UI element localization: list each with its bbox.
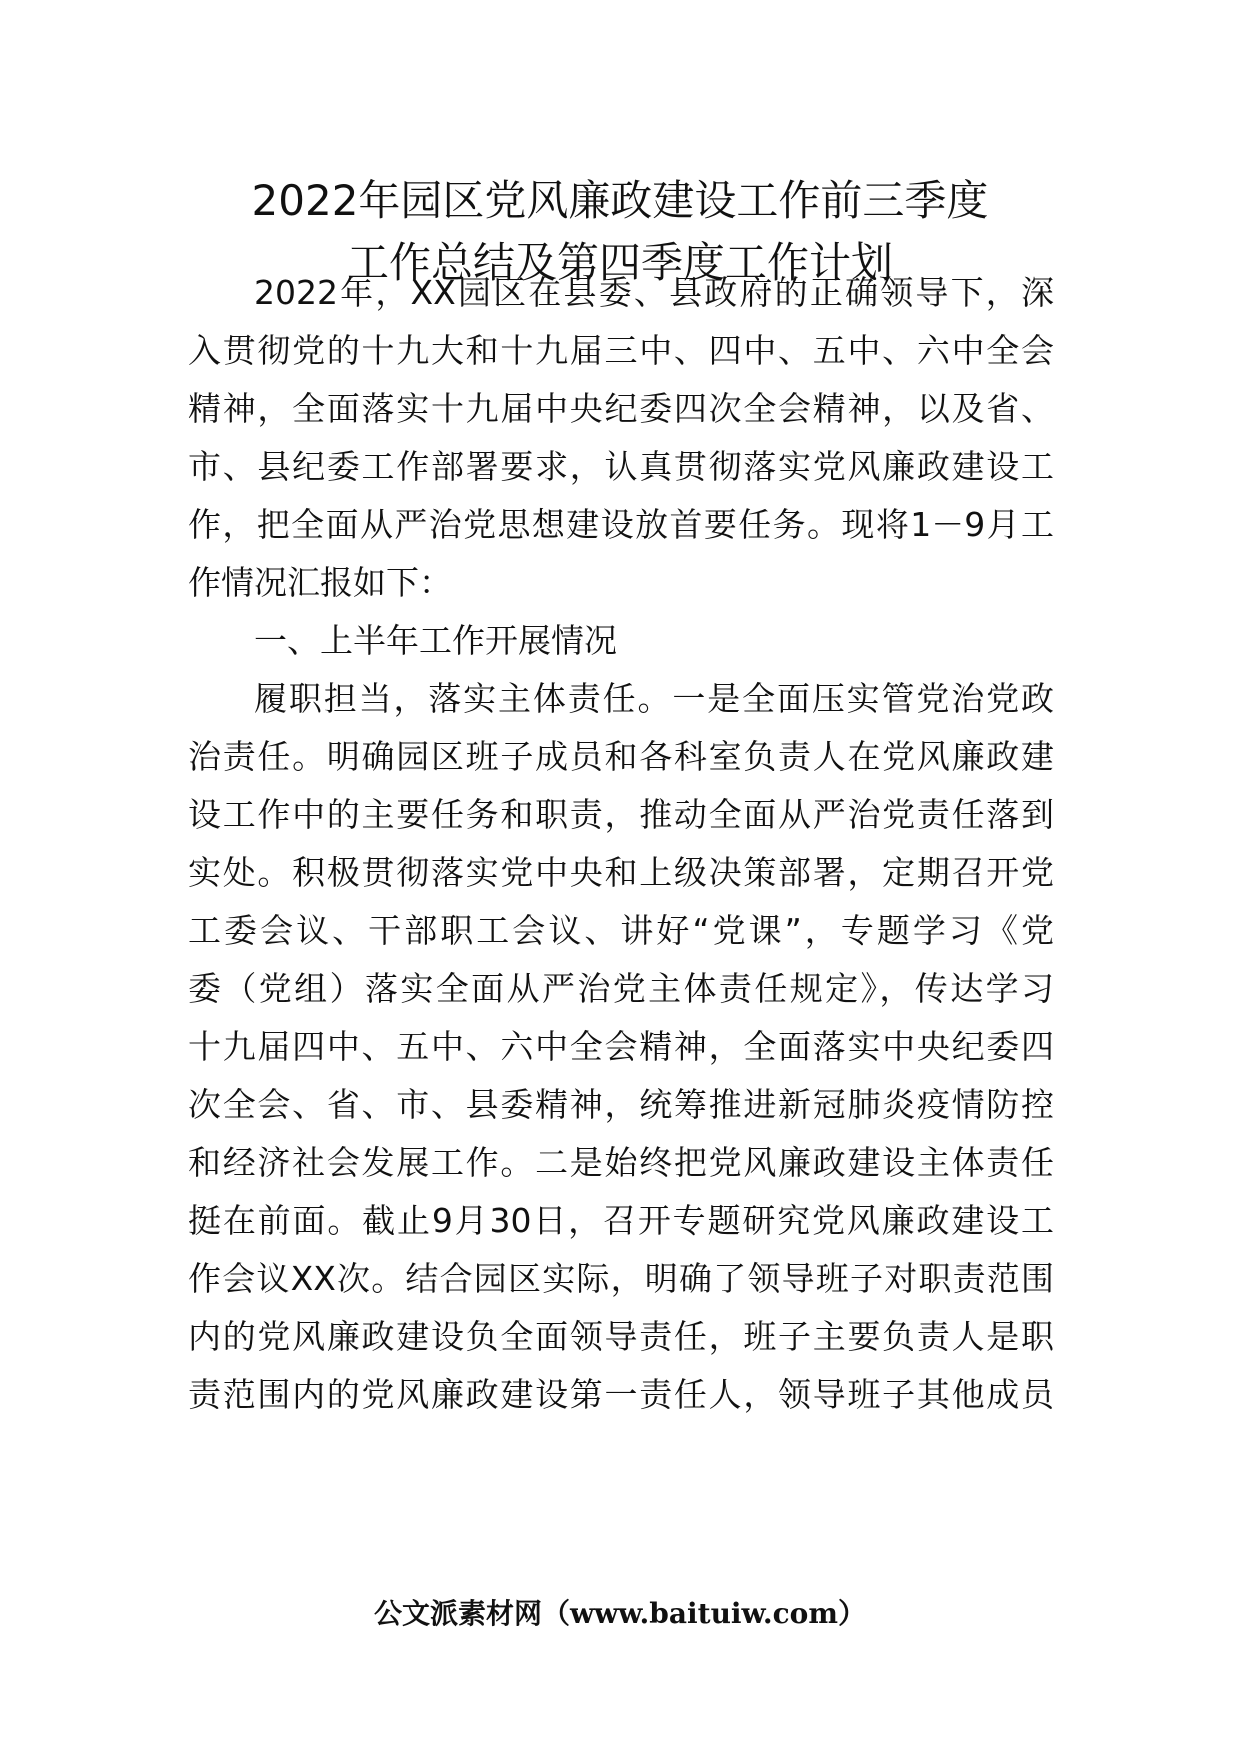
paragraph-line: 实处。积极贯彻落实党中央和上级决策部署，定期召开党 [188,853,1054,892]
paragraph-line: 委（党组）落实全面从严治党主体责任规定》，传达学习 [188,969,1054,1008]
paragraph-line: 精神，全面落实十九届中央纪委四次全会精神，以及省、 [188,389,1054,428]
section-heading: 一、上半年工作开展情况 [254,621,617,660]
paragraph-line: 2022年，XX园区在县委、县政府的正确领导下，深 [254,273,1054,312]
paragraph-line: 次全会、省、市、县委精神，统筹推进新冠肺炎疫情防控 [188,1085,1054,1124]
paragraph-line: 内的党风廉政建设负全面领导责任，班子主要负责人是职 [188,1317,1054,1356]
paragraph-line: 设工作中的主要任务和职责，推动全面从严治党责任落到 [188,795,1054,834]
paragraph-line: 十九届四中、五中、六中全会精神，全面落实中央纪委四 [188,1027,1054,1066]
footer-watermark: 公文派素材网（www.baituiw.com） [374,1597,866,1630]
paragraph-line: 挺在前面。截止9月30日，召开专题研究党风廉政建设工 [188,1201,1054,1240]
paragraph-line: 治责任。明确园区班子成员和各科室负责人在党风廉政建 [188,737,1054,776]
paragraph-line: 作，把全面从严治党思想建设放首要任务。现将1－9月工 [188,505,1054,544]
paragraph-line: 作会议XX次。结合园区实际，明确了领导班子对职责范围 [188,1259,1054,1298]
paragraph-line: 作情况汇报如下： [188,563,452,602]
paragraph-line: 和经济社会发展工作。二是始终把党风廉政建设主体责任 [188,1143,1054,1182]
document-title-line-1: 2022年园区党风廉政建设工作前三季度 [251,176,989,225]
paragraph-line: 入贯彻党的十九大和十九届三中、四中、五中、六中全会 [188,331,1054,370]
paragraph-line: 市、县纪委工作部署要求，认真贯彻落实党风廉政建设工 [188,447,1054,486]
paragraph-line: 责范围内的党风廉政建设第一责任人，领导班子其他成员 [188,1375,1054,1414]
paragraph-line: 履职担当，落实主体责任。一是全面压实管党治党政 [254,679,1054,718]
paragraph-line: 工委会议、干部职工会议、讲好“党课”，专题学习《党 [188,911,1054,950]
document-title-line-2: 工作总结及第四季度工作计划 [346,238,893,287]
